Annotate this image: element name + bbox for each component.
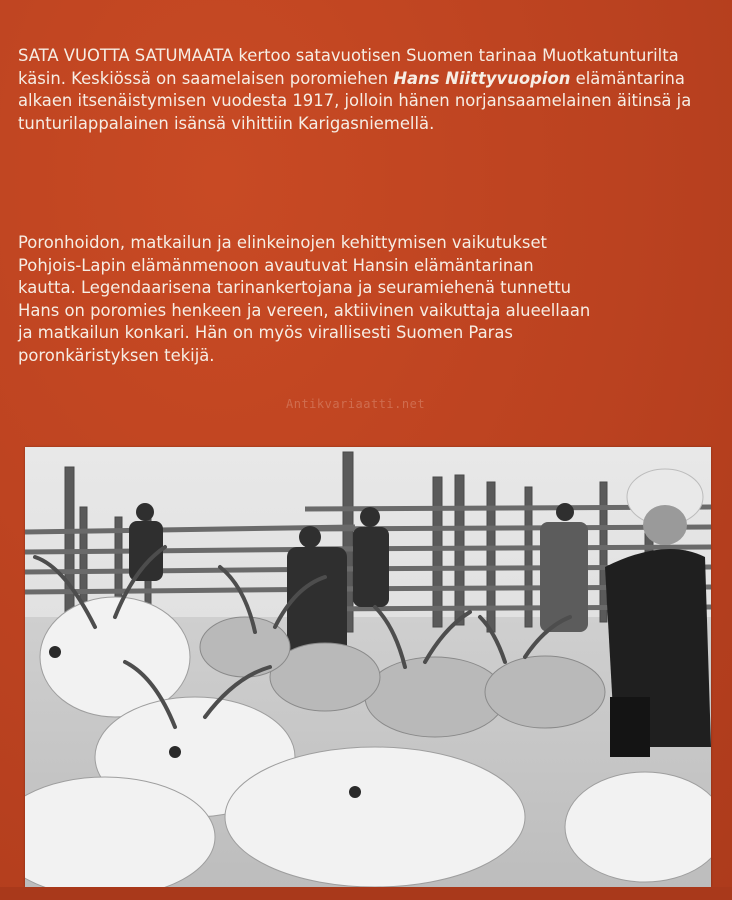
para1-text-a: kertoo satavuotisen Suomen tarinaa Muotkatunturilta käsin. Keskiössä on saamelaisen poromiehen bbox=[18, 46, 679, 88]
para2-line: ja matkailun konkari. Hän on myös virallisesti Suomen Paras bbox=[18, 323, 513, 343]
back-cover-paragraph-1 bbox=[18, 45, 718, 135]
cover-bottom-edge bbox=[0, 887, 732, 900]
para2-line: kautta. Legendaarisena tarinankertojana ja seuramiehenä tunnettu bbox=[18, 278, 572, 298]
reindeer-roundup-photo bbox=[25, 447, 711, 887]
para1-text-b: elämäntarina alkaen itsenäistymisen vuodesta 1917, jolloin hänen norjansaamelainen äitinsä ja tunturilappalainen isänsä vihittiin Karigasniemellä. bbox=[18, 68, 692, 133]
back-cover-paragraph-2 bbox=[18, 232, 718, 368]
para2-line: poronkäristyksen tekijä. bbox=[18, 345, 215, 365]
book-title-caps: SATA VUOTTA SATUMAATA bbox=[18, 46, 234, 65]
para2-line: Poronhoidon, matkailun ja elinkeinojen kehittymisen vaikutukset bbox=[18, 233, 547, 252]
person-name-emphasis: Hans Niittyvuopion bbox=[393, 68, 571, 88]
watermark: Antikvariaatti.net bbox=[286, 397, 426, 411]
para2-line: Pohjois-Lapin elämänmenoon avautuvat Hansin elämäntarinan bbox=[18, 255, 534, 275]
para2-line: Hans on poromies henkeen ja vereen, aktiivinen vaikuttaja alueellaan bbox=[18, 300, 591, 320]
